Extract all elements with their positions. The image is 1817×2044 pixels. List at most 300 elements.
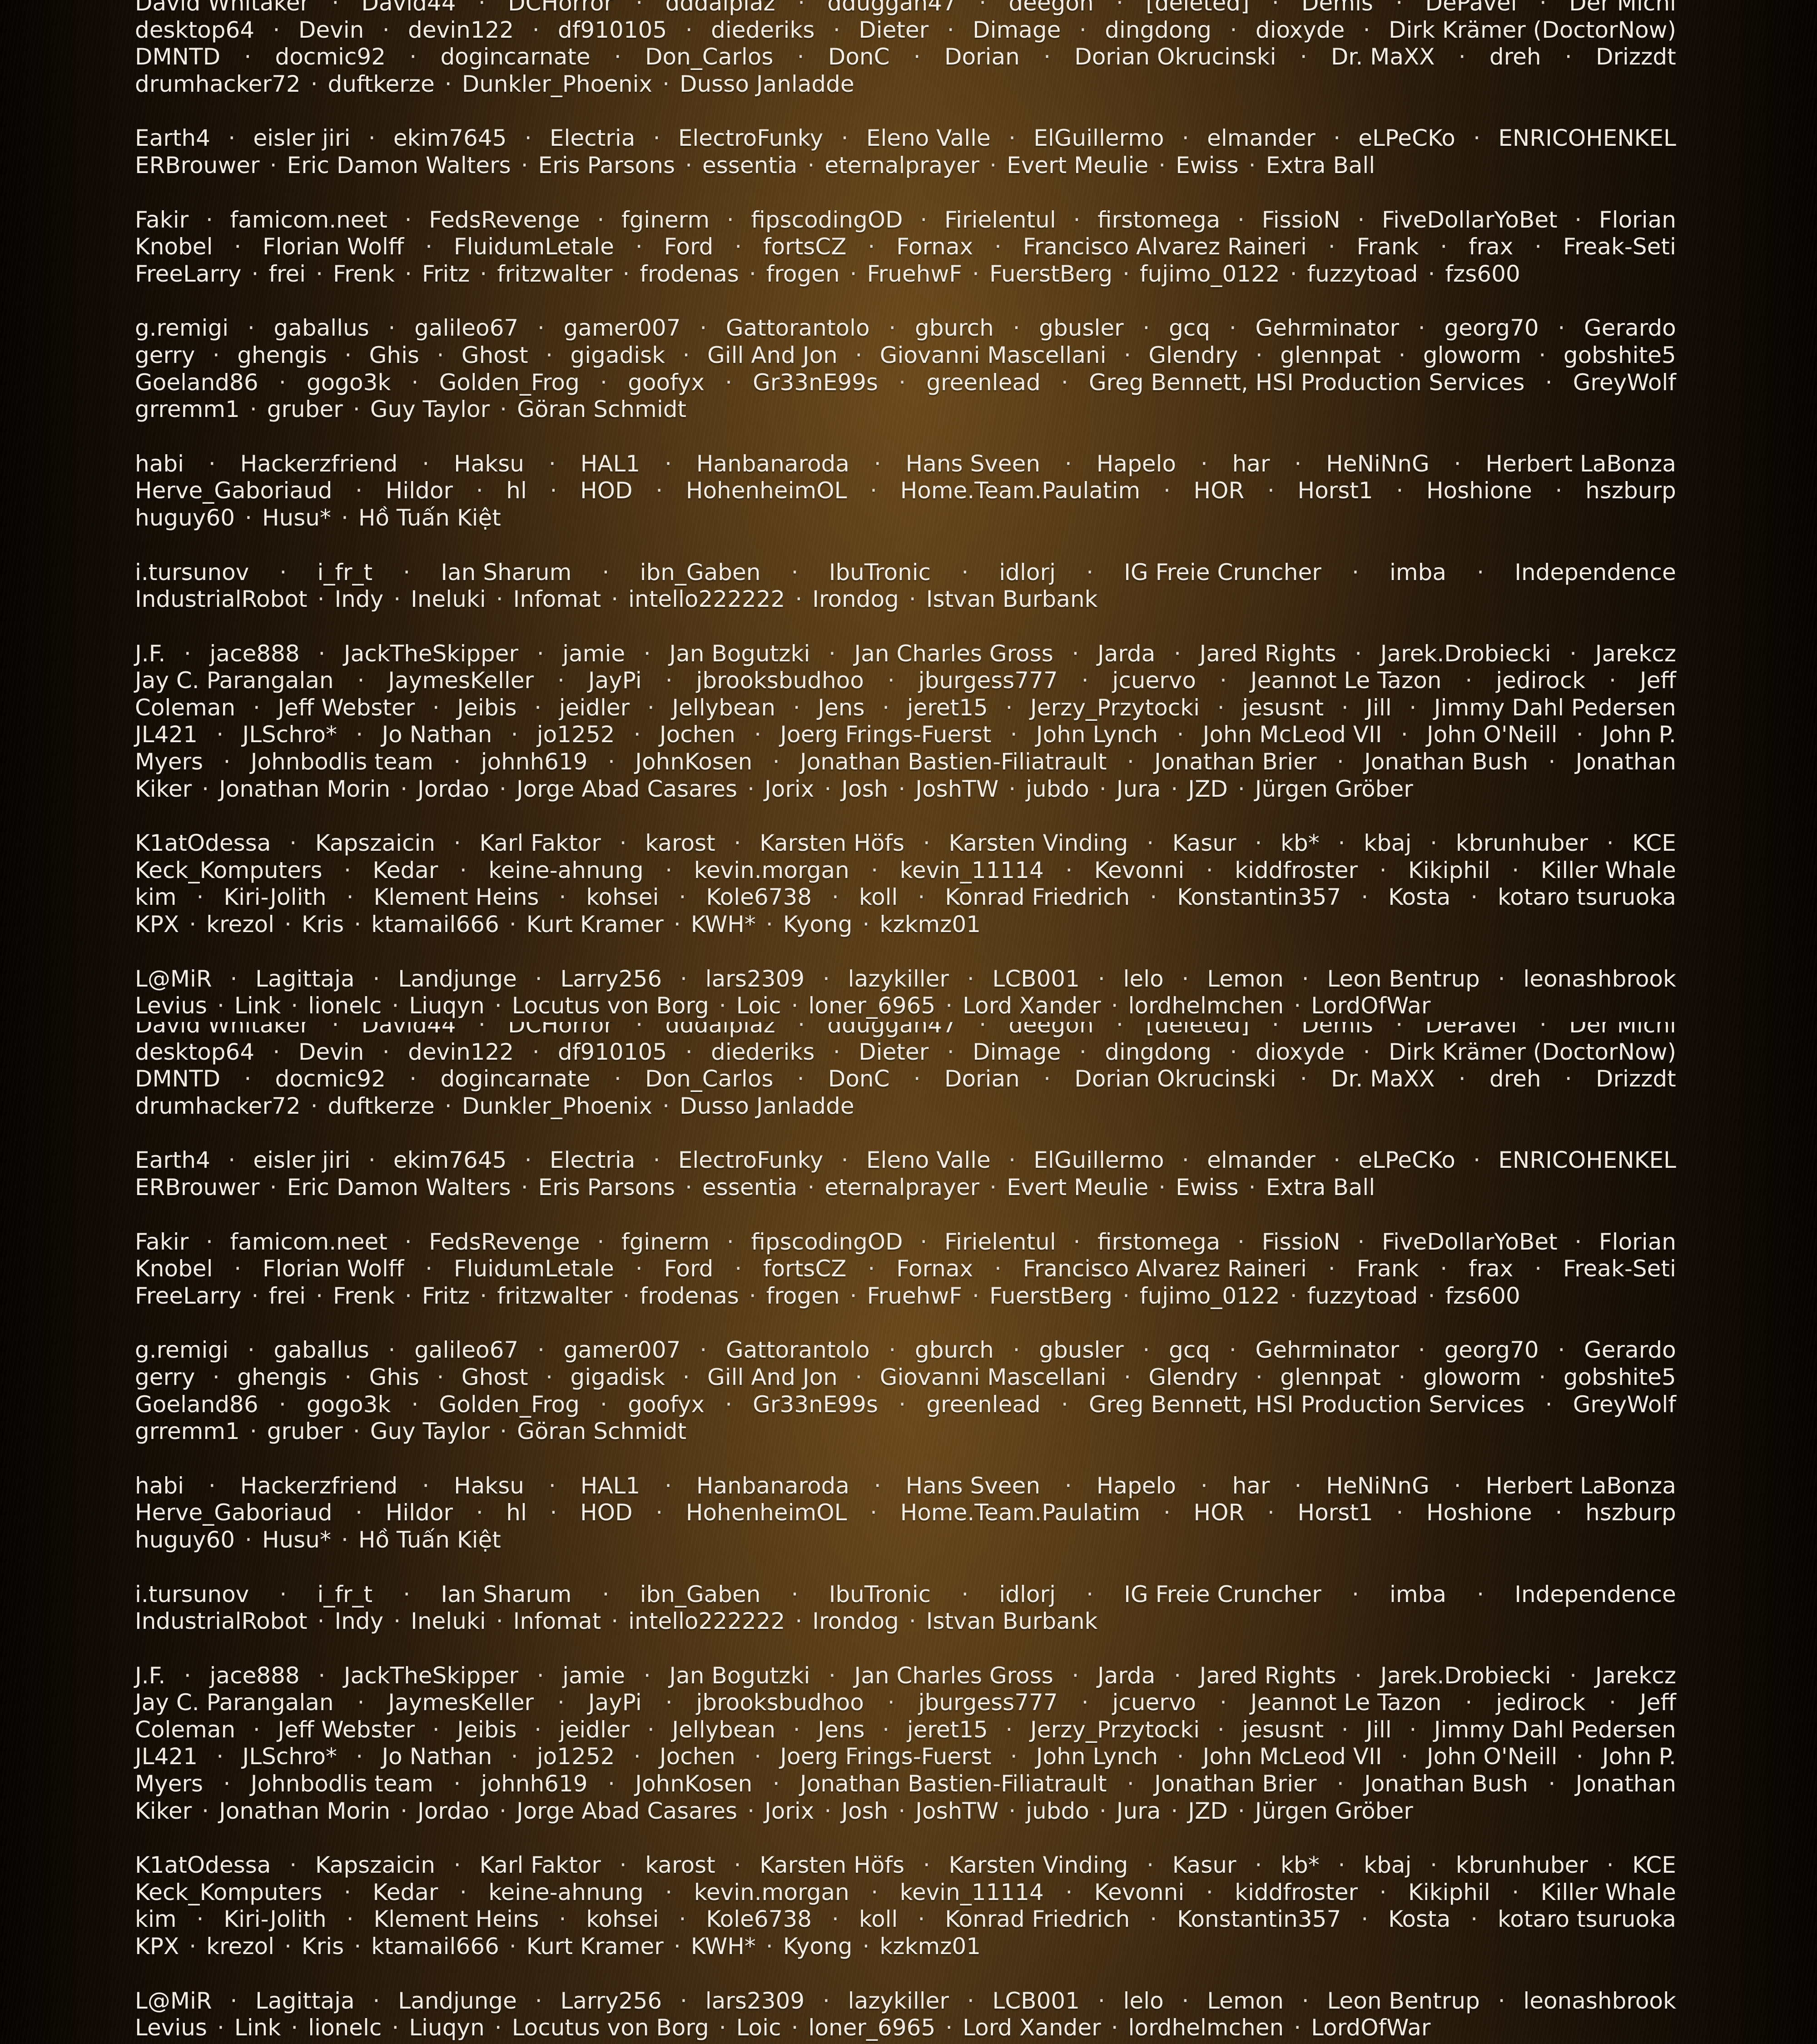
separator-dot: · xyxy=(1539,1364,1546,1391)
separator-dot: · xyxy=(850,261,857,288)
contributor-name: Horst1 xyxy=(1297,1499,1373,1527)
separator-dot: · xyxy=(344,1364,352,1391)
contributor-name: koll xyxy=(859,884,898,911)
contributor-name: Fritz xyxy=(422,261,470,288)
contributor-name: Fakir xyxy=(135,207,189,234)
contributor-name: dreh xyxy=(1489,1066,1541,1093)
contributor-name: Lagittaja xyxy=(255,966,355,993)
contributor-name: duftkerze xyxy=(328,71,435,98)
separator-dot: · xyxy=(273,1039,280,1066)
separator-dot: · xyxy=(1163,1499,1171,1527)
contributor-name: K1atOdessa xyxy=(135,1852,271,1879)
separator-dot: · xyxy=(495,2014,502,2042)
separator-dot: · xyxy=(537,640,544,668)
separator-dot: · xyxy=(1147,830,1154,857)
separator-dot: · xyxy=(1328,1255,1335,1283)
separator-dot: · xyxy=(405,261,412,288)
separator-dot: · xyxy=(719,992,726,1020)
separator-dot: · xyxy=(405,1229,412,1256)
contributor-name: koll xyxy=(859,1906,898,1933)
separator-dot: · xyxy=(197,1906,204,1933)
contributor-name: Evert Meulie xyxy=(1007,1174,1148,1201)
contributor-name: krezol xyxy=(206,1933,274,1960)
contributor-name: Fornax xyxy=(896,233,973,261)
separator-dot: · xyxy=(1512,857,1519,884)
contributor-name: Kiker xyxy=(135,1798,192,1825)
contributor-name: har xyxy=(1232,451,1270,478)
contributor-name: grremm1 xyxy=(135,1418,240,1445)
separator-dot: · xyxy=(1338,1852,1345,1879)
separator-dot: · xyxy=(1220,667,1227,695)
separator-dot: · xyxy=(1073,207,1081,234)
contributor-name: Home.Team.Paulatim xyxy=(900,1499,1141,1527)
separator-dot: · xyxy=(608,1771,615,1798)
contributor-name: Home.Team.Paulatim xyxy=(900,477,1141,505)
contributor-name: Jorge Abad Casares xyxy=(516,1798,737,1825)
contributor-name: Dr. MaXX xyxy=(1331,44,1435,71)
contributor-name: Drizzdt xyxy=(1596,44,1676,71)
separator-dot: · xyxy=(403,1581,410,1608)
contributor-name: HAL1 xyxy=(581,451,640,478)
contributor-name: JohnKosen xyxy=(635,749,752,776)
contributor-name: Konrad Friedrich xyxy=(945,1906,1130,1933)
contributor-name: Eris Parsons xyxy=(538,1174,675,1201)
contributor-name: Jens xyxy=(818,695,864,722)
contributor-name: Myers xyxy=(135,749,203,776)
contributor-name: dingdong xyxy=(1105,1039,1211,1066)
separator-dot: · xyxy=(213,342,220,369)
separator-dot: · xyxy=(1177,721,1184,749)
contributor-name: John McLeod VII xyxy=(1203,1743,1382,1771)
separator-dot: · xyxy=(234,233,241,261)
contributor-name: gobshite5 xyxy=(1564,342,1676,369)
contributor-name: ekim7645 xyxy=(393,1147,507,1174)
contributor-name: John O'Neill xyxy=(1427,721,1558,749)
separator-dot: · xyxy=(600,369,607,397)
contributor-name: jeret15 xyxy=(907,695,988,722)
contributor-name: Drizzdt xyxy=(1596,1066,1676,1093)
contributor-name: kevin.morgan xyxy=(694,1879,849,1906)
separator-dot: · xyxy=(432,695,440,722)
contributor-name: Klement Heins xyxy=(374,884,539,911)
contributor-name: Fritz xyxy=(422,1283,470,1310)
separator-dot: · xyxy=(535,966,542,993)
separator-dot: · xyxy=(476,477,483,505)
contributor-name: Jo Nathan xyxy=(382,721,492,749)
separator-dot: · xyxy=(608,749,615,776)
contributor-name: Liuqyn xyxy=(409,2014,484,2042)
contributor-name: greenlead xyxy=(926,1391,1040,1419)
contributor-name: Gerardo xyxy=(1584,1337,1676,1364)
separator-dot: · xyxy=(1290,261,1297,288)
separator-dot: · xyxy=(665,857,672,884)
contributor-name: JackTheSkipper xyxy=(344,1662,518,1690)
contributor-name: DMNTD xyxy=(135,1066,220,1093)
separator-dot: · xyxy=(1333,1147,1340,1174)
separator-dot: · xyxy=(550,1499,557,1527)
separator-dot: · xyxy=(1171,1798,1178,1825)
contributor-name: Jonathan xyxy=(1576,1771,1676,1798)
contributor-name: fujimo_0122 xyxy=(1140,261,1280,288)
separator-dot: · xyxy=(961,559,968,586)
separator-dot: · xyxy=(432,1717,440,1744)
separator-dot: · xyxy=(1238,1798,1245,1825)
separator-dot: · xyxy=(634,1743,641,1771)
contributor-name: Josh xyxy=(841,1798,888,1825)
separator-dot: · xyxy=(356,721,363,749)
contributor-name: John McLeod VII xyxy=(1203,721,1382,749)
separator-dot: · xyxy=(289,1852,297,1879)
contributor-name: famicom.neet xyxy=(230,1229,387,1256)
separator-dot: · xyxy=(1539,342,1546,369)
contributor-name: gloworm xyxy=(1423,1364,1521,1391)
contributor-name: i_fr_t xyxy=(317,559,372,586)
contributor-name: JL421 xyxy=(135,1743,198,1771)
separator-dot: · xyxy=(499,776,506,803)
contributor-name: Jonathan Morin xyxy=(219,776,390,803)
separator-dot: · xyxy=(898,1798,905,1825)
contributor-name: JLSchro* xyxy=(242,1743,337,1771)
contributor-name: essentia xyxy=(702,1174,797,1201)
separator-dot: · xyxy=(1065,857,1072,884)
separator-dot: · xyxy=(1082,667,1089,695)
contributor-name: gaballus xyxy=(274,315,369,342)
separator-dot: · xyxy=(655,1499,663,1527)
separator-dot: · xyxy=(1409,695,1416,722)
contributor-name: JaymesKeller xyxy=(388,667,534,695)
contributor-name: gloworm xyxy=(1423,342,1521,369)
separator-dot: · xyxy=(824,1798,831,1825)
separator-dot: · xyxy=(665,1689,673,1717)
separator-dot: · xyxy=(972,261,979,288)
separator-dot: · xyxy=(223,1771,230,1798)
contributor-name: ktamail666 xyxy=(371,911,499,938)
contributor-name: FreeLarry xyxy=(135,1283,241,1310)
contributor-name: Knobel xyxy=(135,1255,213,1283)
separator-dot: · xyxy=(230,1988,237,2015)
separator-dot: · xyxy=(685,152,692,179)
contributor-name: LCB001 xyxy=(993,966,1080,993)
separator-dot: · xyxy=(549,1473,556,1500)
contributor-name: Jarek.Drobiecki xyxy=(1380,1662,1551,1690)
separator-dot: · xyxy=(1545,369,1553,397)
separator-dot: · xyxy=(1082,1689,1089,1717)
contributor-name: Hans Sveen xyxy=(906,451,1040,478)
contributor-name: goofyx xyxy=(628,1391,705,1419)
separator-dot: · xyxy=(216,1743,223,1771)
separator-dot: · xyxy=(979,1022,986,1039)
contributor-name: Hackerzfriend xyxy=(240,1473,398,1500)
contributor-name: Herve_Gaboriaud xyxy=(135,1499,333,1527)
separator-dot: · xyxy=(1396,1499,1403,1527)
separator-dot: · xyxy=(614,44,621,71)
separator-dot: · xyxy=(850,1283,857,1310)
separator-dot: · xyxy=(1470,884,1478,911)
contributor-name: lars2309 xyxy=(705,966,804,993)
contributor-name: Jarekcz xyxy=(1595,640,1676,668)
separator-dot: · xyxy=(1352,559,1359,586)
contributor-name: FluidumLetale xyxy=(454,1255,614,1283)
contributor-name: Josh xyxy=(841,776,888,803)
contributor-name: Kasur xyxy=(1172,1852,1236,1879)
contributor-name: jeidler xyxy=(559,1717,630,1744)
contributor-name: gobshite5 xyxy=(1564,1364,1676,1391)
contributor-name: gburch xyxy=(915,315,994,342)
contributor-name: JohnKosen xyxy=(635,1771,752,1798)
contributor-name: dddalpiaz xyxy=(665,0,775,17)
contributor-name: diederiks xyxy=(711,17,814,44)
contributor-name: deegon xyxy=(1008,1022,1093,1039)
contributor-name: deegon xyxy=(1008,0,1093,17)
contributor-name: i.tursunov xyxy=(135,1581,249,1608)
contributor-name: fzs600 xyxy=(1445,261,1520,288)
contributor-name: Ineluki xyxy=(411,1608,486,1635)
contributor-name: Dimage xyxy=(973,1039,1061,1066)
separator-dot: · xyxy=(1473,125,1480,152)
separator-dot: · xyxy=(1395,1022,1403,1039)
separator-dot: · xyxy=(206,1229,213,1256)
contributor-name: Killer Whale xyxy=(1541,857,1676,884)
separator-dot: · xyxy=(550,477,557,505)
contributor-name: greenlead xyxy=(926,369,1040,397)
separator-dot: · xyxy=(832,1906,839,1933)
contributor-name: docmic92 xyxy=(275,1066,386,1093)
separator-dot: · xyxy=(597,1229,604,1256)
separator-dot: · xyxy=(1098,966,1105,993)
contributor-name: ElGuillermo xyxy=(1033,125,1164,152)
separator-dot: · xyxy=(244,1066,251,1093)
contributor-name: L@MiR xyxy=(135,966,212,993)
contributor-name: Karl Faktor xyxy=(479,1852,601,1879)
separator-dot: · xyxy=(807,1174,814,1201)
contributor-name: Herbert LaBonza xyxy=(1485,451,1676,478)
contributor-name: imba xyxy=(1390,1581,1446,1608)
separator-dot: · xyxy=(749,1283,756,1310)
contributor-name: docmic92 xyxy=(275,44,386,71)
separator-dot: · xyxy=(279,369,286,397)
separator-dot: · xyxy=(1099,1798,1107,1825)
contributor-name: Kiri-Jolith xyxy=(223,1906,326,1933)
contributor-name: johnh619 xyxy=(481,1771,588,1798)
contributor-name: jubdo xyxy=(1026,776,1089,803)
separator-dot: · xyxy=(480,1283,487,1310)
contributor-name: Francisco Alvarez Raineri xyxy=(1023,233,1307,261)
contributor-name: Larry256 xyxy=(560,966,662,993)
contributor-name: gogo3k xyxy=(307,1391,391,1419)
separator-dot: · xyxy=(795,586,802,613)
separator-dot: · xyxy=(460,857,467,884)
contributor-name: Florian xyxy=(1599,207,1676,234)
contributor-name: jesusnt xyxy=(1242,695,1324,722)
contributor-name: Golden_Frog xyxy=(439,1391,580,1419)
contributor-name: jcuervo xyxy=(1112,1689,1196,1717)
separator-dot: · xyxy=(1217,695,1225,722)
separator-dot: · xyxy=(1171,776,1178,803)
contributor-name: frodenas xyxy=(640,1283,739,1310)
contributor-name: kb* xyxy=(1281,1852,1320,1879)
separator-dot: · xyxy=(521,1174,528,1201)
separator-dot: · xyxy=(1430,830,1437,857)
separator-dot: · xyxy=(1111,992,1118,1020)
contributor-name: Kosta xyxy=(1388,884,1450,911)
separator-dot: · xyxy=(316,261,323,288)
separator-dot: · xyxy=(405,1283,412,1310)
contributor-name: Fakir xyxy=(135,1229,189,1256)
separator-dot: · xyxy=(318,1662,325,1690)
separator-dot: · xyxy=(725,1391,732,1419)
separator-dot: · xyxy=(1201,1473,1208,1500)
contributor-name: johnh619 xyxy=(481,749,588,776)
contributor-name: lazykiller xyxy=(848,966,949,993)
contributor-name: Frenk xyxy=(333,261,395,288)
separator-dot: · xyxy=(251,1283,258,1310)
contributor-name: intello222222 xyxy=(628,586,785,613)
contributor-name: frei xyxy=(268,261,306,288)
contributor-name: Dimage xyxy=(973,17,1061,44)
separator-dot: · xyxy=(1256,342,1263,369)
contributor-name: jbrooksbudhoo xyxy=(696,1689,864,1717)
contributor-name: Demis xyxy=(1301,1022,1373,1039)
separator-dot: · xyxy=(409,1066,417,1093)
separator-dot: · xyxy=(1300,1066,1307,1093)
separator-dot: · xyxy=(284,1933,292,1960)
contributor-name: Lemon xyxy=(1207,1988,1284,2015)
contributor-name: Karl Faktor xyxy=(479,830,601,857)
contributor-name: Hapelo xyxy=(1097,1473,1176,1500)
contributor-name: kohsei xyxy=(586,1906,659,1933)
contributor-name: lordhelmchen xyxy=(1128,2014,1284,2042)
separator-dot: · xyxy=(909,586,916,613)
separator-dot: · xyxy=(1073,1229,1081,1256)
contributor-name: IbuTronic xyxy=(829,559,931,586)
contributor-name: lionelc xyxy=(308,2014,382,2042)
contributor-name: Eris Parsons xyxy=(538,152,675,179)
contributor-name: idlorj xyxy=(999,1581,1056,1608)
separator-dot: · xyxy=(1609,1689,1616,1717)
contributor-name: John P. xyxy=(1602,1743,1676,1771)
separator-dot: · xyxy=(829,1662,836,1690)
contributor-name: lazykiller xyxy=(848,1988,949,2015)
separator-dot: · xyxy=(1539,1022,1547,1039)
contributor-name: fipscodingOD xyxy=(751,207,903,234)
separator-dot: · xyxy=(1158,1174,1166,1201)
contributor-name: lars2309 xyxy=(705,1988,804,2015)
contributor-name: FissioN xyxy=(1262,1229,1340,1256)
contributor-name: jubdo xyxy=(1026,1798,1089,1825)
contributor-name: Ford xyxy=(664,1255,713,1283)
contributor-name: gerry xyxy=(135,342,195,369)
contributor-name: Irondog xyxy=(812,586,899,613)
contributor-name: kiddfroster xyxy=(1235,857,1358,884)
contributor-name: Jonathan Bush xyxy=(1364,749,1528,776)
separator-dot: · xyxy=(832,884,839,911)
contributor-name: frei xyxy=(268,1283,306,1310)
separator-dot: · xyxy=(1338,830,1345,857)
contributor-name: Guy Taylor xyxy=(370,1418,490,1445)
separator-dot: · xyxy=(735,233,742,261)
contributor-name: gbusler xyxy=(1039,315,1123,342)
contributor-name: IG Freie Cruncher xyxy=(1124,1581,1321,1608)
contributor-name: Joerg Frings-Fuerst xyxy=(780,721,991,749)
separator-dot: · xyxy=(1267,477,1275,505)
separator-dot: · xyxy=(1124,342,1131,369)
contributor-name: ElectroFunky xyxy=(678,1147,824,1174)
separator-dot: · xyxy=(1182,1147,1189,1174)
separator-dot: · xyxy=(749,261,756,288)
contributor-name: David Whitaker xyxy=(135,0,309,17)
contributor-name: Karsten Höfs xyxy=(760,830,904,857)
contributor-name: karost xyxy=(645,1852,715,1879)
contributor-name: HeNiNnG xyxy=(1326,451,1430,478)
separator-dot: · xyxy=(725,369,732,397)
separator-dot: · xyxy=(1574,207,1582,234)
contributor-name: FuerstBerg xyxy=(989,1283,1112,1310)
contributor-name: Horst1 xyxy=(1297,477,1373,505)
contributor-name: kotaro tsuruoka xyxy=(1498,1906,1676,1933)
contributor-name: fginerm xyxy=(621,207,710,234)
contributor-name: Gr33nE99s xyxy=(753,369,878,397)
separator-dot: · xyxy=(824,776,831,803)
contributor-name: Dorian Okrucinski xyxy=(1074,44,1276,71)
contributor-name: Dieter xyxy=(859,17,928,44)
separator-dot: · xyxy=(1465,667,1472,695)
separator-dot: · xyxy=(665,451,672,478)
contributor-name: keine-ahnung xyxy=(488,857,643,884)
contributor-name: KPX xyxy=(135,911,179,938)
contributor-name: Jan Charles Gross xyxy=(854,640,1053,668)
contributor-name: gigadisk xyxy=(570,342,665,369)
separator-dot: · xyxy=(611,586,618,613)
separator-dot: · xyxy=(882,1717,889,1744)
separator-dot: · xyxy=(1574,1229,1582,1256)
contributor-name: essentia xyxy=(702,152,797,179)
separator-dot: · xyxy=(546,342,553,369)
contributor-name: [deleted] xyxy=(1146,1022,1249,1039)
contributor-name: HohenheimOL xyxy=(686,477,847,505)
separator-dot: · xyxy=(1238,776,1245,803)
separator-dot: · xyxy=(559,884,566,911)
contributor-name: Leon Bentrup xyxy=(1327,1988,1480,2015)
contributor-name: Eleno Valle xyxy=(866,1147,991,1174)
separator-dot: · xyxy=(735,1255,742,1283)
separator-dot: · xyxy=(500,396,507,423)
separator-dot: · xyxy=(223,749,230,776)
separator-dot: · xyxy=(499,1798,506,1825)
contributor-name: Ian Sharum xyxy=(441,1581,571,1608)
contributor-name: Jarda xyxy=(1097,640,1155,668)
contributor-name: Goeland86 xyxy=(135,1391,258,1419)
separator-dot: · xyxy=(797,1066,804,1093)
separator-dot: · xyxy=(662,1093,670,1120)
contributor-name: Jan Charles Gross xyxy=(854,1662,1053,1690)
separator-dot: · xyxy=(841,125,849,152)
contributor-name: galileo67 xyxy=(414,315,518,342)
contributor-name: Jeibis xyxy=(457,1717,516,1744)
contributor-name: grremm1 xyxy=(135,396,240,423)
separator-dot: · xyxy=(356,1743,363,1771)
separator-dot: · xyxy=(979,0,986,17)
separator-dot: · xyxy=(833,1039,840,1066)
contributor-name: Florian xyxy=(1599,1229,1676,1256)
contributor-name: kevin_11114 xyxy=(900,1879,1044,1906)
contributor-name: DonC xyxy=(828,1066,890,1093)
separator-dot: · xyxy=(388,1337,396,1364)
contributor-name: Kasur xyxy=(1172,830,1236,857)
separator-dot: · xyxy=(253,695,260,722)
separator-dot: · xyxy=(1206,857,1213,884)
separator-dot: · xyxy=(511,721,518,749)
contributor-name: Istvan Burbank xyxy=(926,586,1098,613)
